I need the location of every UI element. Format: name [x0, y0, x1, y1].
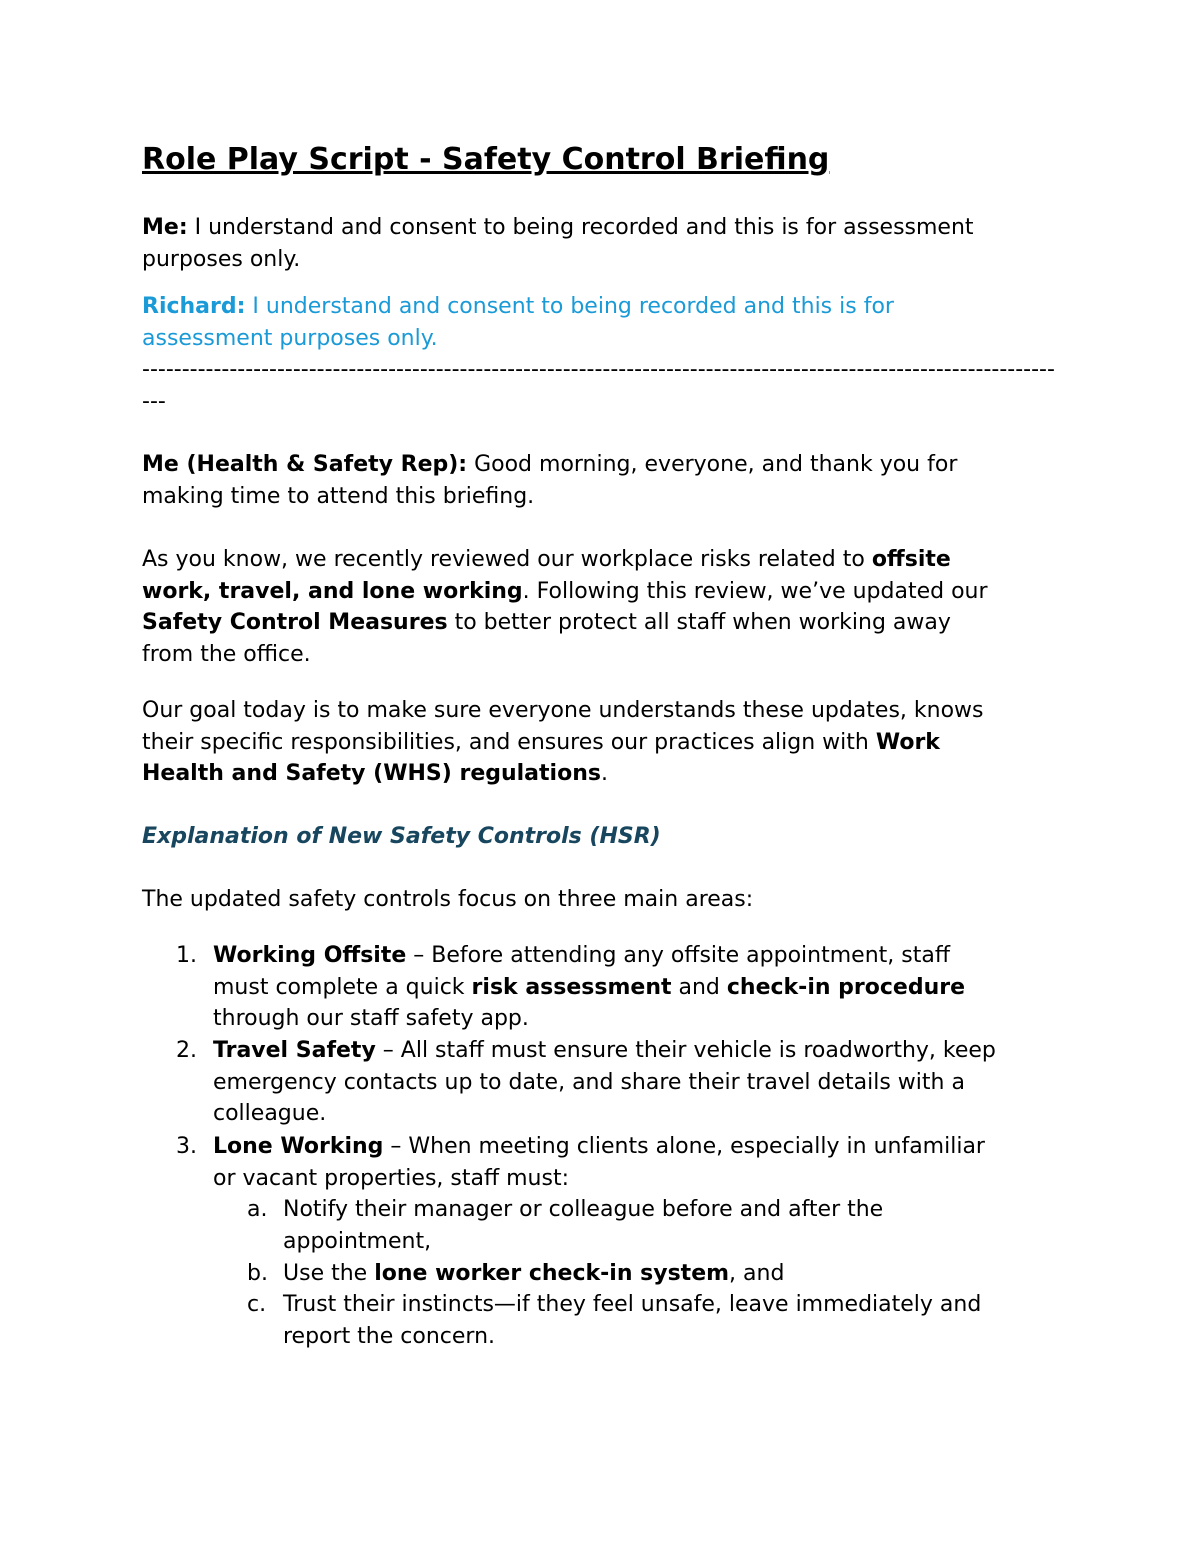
- consent-me: [142, 212, 1082, 275]
- text: – Before attending any offsite appointment, staff: [406, 943, 950, 968]
- bold-text: Health and Safety (WHS) regulations: [142, 761, 601, 787]
- list-item: [213, 940, 1153, 1035]
- text: assessment purposes only.: [142, 325, 438, 351]
- text: Our goal today is to make sure everyone understands these updates, knows: [142, 698, 984, 723]
- text: . Following this review, we’ve updated our: [522, 578, 988, 604]
- bold-text: Work: [875, 729, 940, 755]
- text: – All staff must ensure their vehicle is roadworthy, keep: [375, 1038, 996, 1063]
- bold-text: Safety Control Measures: [142, 610, 448, 636]
- text: from the office.: [142, 642, 311, 668]
- text: emergency contacts up to date, and share their travel details with a: [213, 1069, 965, 1095]
- text: – When meeting clients alone, especially in unfamiliar: [383, 1134, 985, 1159]
- section-heading: Explanation of New Safety Controls (HSR): [142, 824, 661, 849]
- text: making time to attend this briefing.: [142, 483, 535, 509]
- text: I understand and consent to being recorded and this is for: [245, 294, 894, 319]
- sublist-letter: c.: [247, 1292, 267, 1317]
- list-number: 2.: [176, 1038, 197, 1063]
- speaker-label: Richard:: [142, 294, 246, 319]
- text: Trust their instincts—if they feel unsafe, leave immediately and: [283, 1292, 982, 1317]
- consent-richard: [142, 291, 1082, 354]
- list-number: 1.: [176, 943, 197, 968]
- intro-paragraph: [142, 449, 1082, 512]
- bold-text: risk assessment: [471, 974, 672, 1000]
- bold-text: offsite: [871, 547, 951, 572]
- bold-text: check-in procedure: [726, 974, 966, 1000]
- review-paragraph: [142, 544, 1082, 671]
- sublist-letter: a.: [247, 1197, 268, 1222]
- divider: [142, 354, 1082, 417]
- list-number: 3.: [176, 1134, 197, 1159]
- sublist-letter: b.: [247, 1261, 268, 1286]
- text: must complete a quick: [213, 974, 472, 1000]
- bold-text: Lone Working: [213, 1134, 384, 1159]
- page-title: Role Play Script - Safety Control Briefing: [142, 142, 830, 177]
- text: and: [671, 974, 727, 1000]
- text: appointment,: [283, 1228, 432, 1254]
- bold-text: work, travel, and lone working: [142, 578, 523, 604]
- list-item: [213, 1131, 1153, 1194]
- divider-line: -------------------------------------------------------------------------------------------------------------------: [142, 357, 1055, 382]
- text: I understand and consent to being recorded and this is for assessment: [187, 215, 974, 240]
- divider-line: ---: [142, 388, 166, 414]
- text: Use the: [283, 1261, 375, 1286]
- text: their specific responsibilities, and ensures our practices align with: [142, 729, 876, 755]
- text: Good morning, everyone, and thank you for: [467, 452, 958, 477]
- text: report the concern.: [283, 1323, 496, 1349]
- text: to better protect all staff when working away: [447, 610, 951, 636]
- sublist-item: [283, 1258, 1200, 1290]
- list-item: [213, 1035, 1153, 1130]
- text: or vacant properties, staff must:: [213, 1165, 569, 1191]
- sublist-item: [283, 1289, 1200, 1352]
- speaker-label: Me:: [142, 215, 188, 240]
- text: purposes only.: [142, 246, 301, 272]
- areas-intro: The updated safety controls focus on three main areas:: [142, 887, 754, 912]
- bold-text: lone worker check-in system: [374, 1261, 730, 1286]
- text: As you know, we recently reviewed our workplace risks related to: [142, 547, 872, 572]
- speaker-label: Me (Health & Safety Rep):: [142, 452, 468, 477]
- text: .: [600, 761, 608, 787]
- text: through our staff safety app.: [213, 1006, 529, 1032]
- sublist-item: [283, 1194, 1200, 1257]
- text: , and: [729, 1261, 785, 1286]
- text: Notify their manager or colleague before and after the: [283, 1197, 884, 1222]
- bold-text: Travel Safety: [213, 1038, 376, 1063]
- text: colleague.: [213, 1101, 327, 1127]
- bold-text: Working Offsite: [213, 943, 407, 968]
- goal-paragraph: [142, 695, 1082, 790]
